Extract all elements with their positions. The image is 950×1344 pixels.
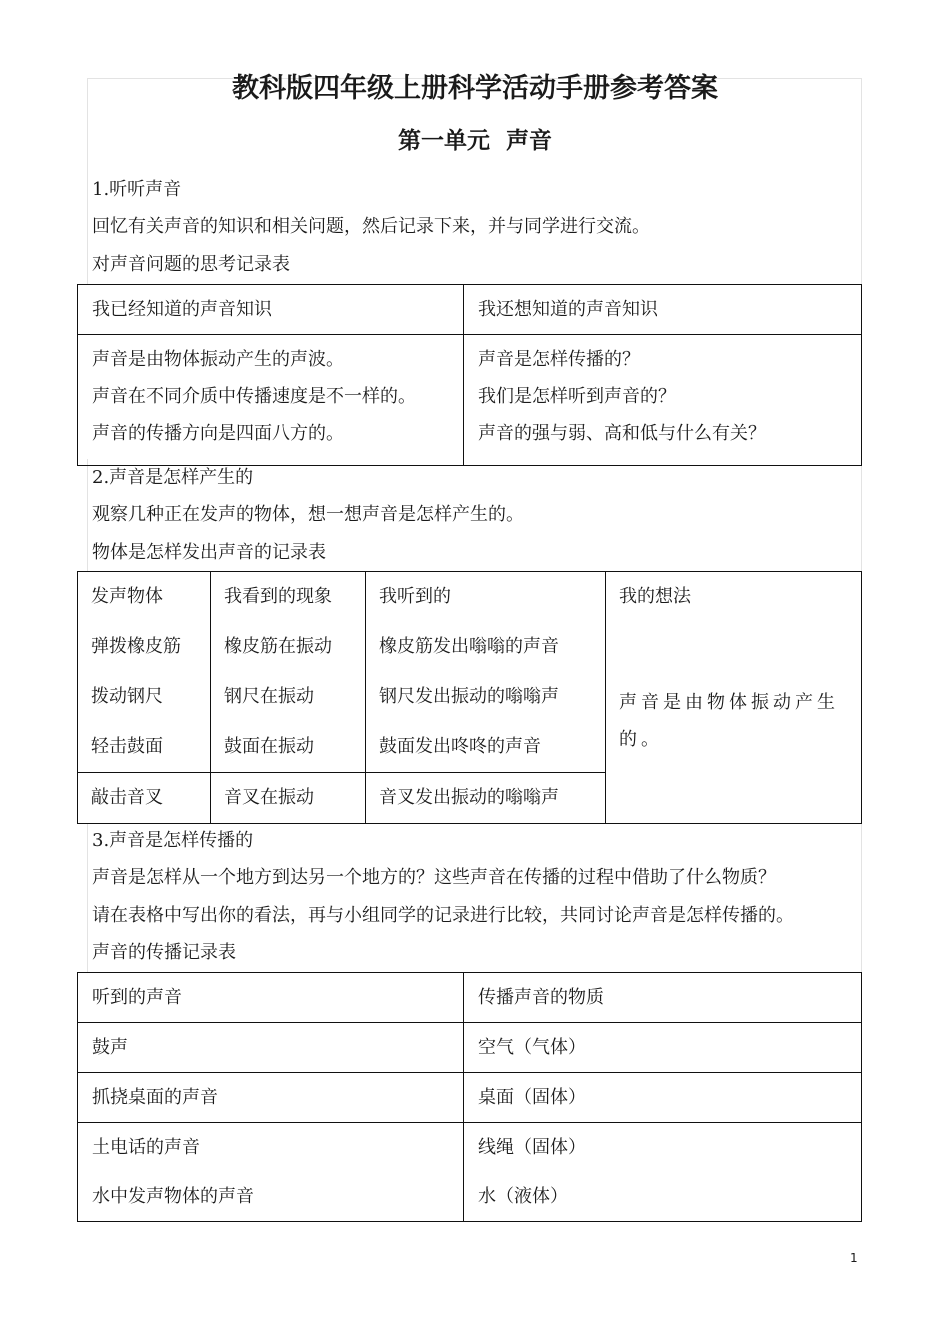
section-heading: 3.声音是怎样传播的 bbox=[92, 830, 254, 851]
table-cell: 线绳（固体） bbox=[478, 1137, 586, 1158]
table-cell: 拨动钢尺 bbox=[91, 686, 163, 707]
table-cell: 水（液体） bbox=[478, 1186, 568, 1207]
table-header-cell: 我听到的 bbox=[379, 586, 451, 607]
table-cell: 鼓面在振动 bbox=[224, 736, 314, 757]
page-number: 1 bbox=[850, 1251, 858, 1265]
table-cell: 水中发声物体的声音 bbox=[92, 1186, 254, 1207]
sound-transmission-table bbox=[77, 972, 862, 1222]
table-caption: 物体是怎样发出声音的记录表 bbox=[92, 542, 326, 563]
table-row bbox=[78, 1073, 862, 1123]
table-row bbox=[78, 335, 862, 466]
table-row bbox=[78, 572, 862, 773]
sound-production-table bbox=[77, 571, 862, 824]
table-cell: 鼓面发出咚咚的声音 bbox=[379, 736, 541, 757]
table-cell: 鼓声 bbox=[78, 1023, 464, 1073]
table-row bbox=[78, 1023, 862, 1073]
table-header-cell: 听到的声音 bbox=[78, 973, 464, 1023]
table-cell: 桌面（固体） bbox=[464, 1073, 862, 1123]
table-row bbox=[78, 1123, 862, 1222]
my-thought-text: 声音是由物体振动产生的。 bbox=[619, 692, 839, 750]
unit-title: 第一单元 声音 bbox=[397, 128, 552, 154]
section-instruction: 回忆有关声音的知识和相关问题，然后记录下来，并与同学进行交流。 bbox=[92, 216, 650, 237]
table-cell: 橡皮筋发出嗡嗡的声音 bbox=[379, 636, 559, 657]
table-cell: 弹拨橡皮筋 bbox=[91, 636, 181, 657]
table-cell: 轻击鼓面 bbox=[91, 736, 163, 757]
table-cell: 钢尺在振动 bbox=[224, 686, 314, 707]
table-cell: 土电话的声音 bbox=[92, 1137, 200, 1158]
table-cell: 音叉在振动 bbox=[224, 787, 314, 808]
section-heading: 1.听听声音 bbox=[92, 179, 182, 200]
table-header-cell: 发声物体 bbox=[91, 586, 163, 607]
table-cell: 敲击音叉 bbox=[91, 787, 163, 808]
known-item: 声音是由物体振动产生的声波。 bbox=[92, 349, 344, 370]
table-header-cell: 我的想法 bbox=[619, 586, 691, 607]
question-item: 声音的强与弱、高和低与什么有关？ bbox=[478, 423, 766, 444]
known-item: 声音在不同介质中传播速度是不一样的。 bbox=[92, 386, 416, 407]
document-title: 教科版四年级上册科学活动手册参考答案 bbox=[232, 73, 718, 104]
table-header-row bbox=[78, 973, 862, 1023]
table-cell: 钢尺发出振动的嗡嗡声 bbox=[379, 686, 559, 707]
question-item: 我们是怎样听到声音的？ bbox=[478, 386, 676, 407]
table-header-cell: 我已经知道的声音知识 bbox=[78, 285, 464, 335]
section-instruction: 观察几种正在发声的物体，想一想声音是怎样产生的。 bbox=[92, 504, 524, 525]
table-header-cell: 传播声音的物质 bbox=[464, 973, 862, 1023]
table-cell: 空气（气体） bbox=[464, 1023, 862, 1073]
table-header-cell: 我看到的现象 bbox=[224, 586, 332, 607]
question-item: 声音是怎样传播的？ bbox=[478, 349, 640, 370]
sound-questions-table bbox=[77, 284, 862, 466]
section-instruction: 请在表格中写出你的看法，再与小组同学的记录进行比较，共同讨论声音是怎样传播的。 bbox=[92, 905, 794, 926]
table-cell: 音叉发出振动的嗡嗡声 bbox=[379, 787, 559, 808]
section-heading: 2.声音是怎样产生的 bbox=[92, 467, 254, 488]
known-item: 声音的传播方向是四面八方的。 bbox=[92, 423, 344, 444]
table-cell: 抓挠桌面的声音 bbox=[78, 1073, 464, 1123]
section-instruction: 声音是怎样从一个地方到达另一个地方的？这些声音在传播的过程中借助了什么物质？ bbox=[92, 867, 776, 888]
table-header-row bbox=[78, 285, 862, 335]
table-header-cell: 我还想知道的声音知识 bbox=[464, 285, 862, 335]
table-caption: 声音的传播记录表 bbox=[92, 942, 236, 963]
table-caption: 对声音问题的思考记录表 bbox=[92, 254, 290, 275]
table-cell: 橡皮筋在振动 bbox=[224, 636, 332, 657]
